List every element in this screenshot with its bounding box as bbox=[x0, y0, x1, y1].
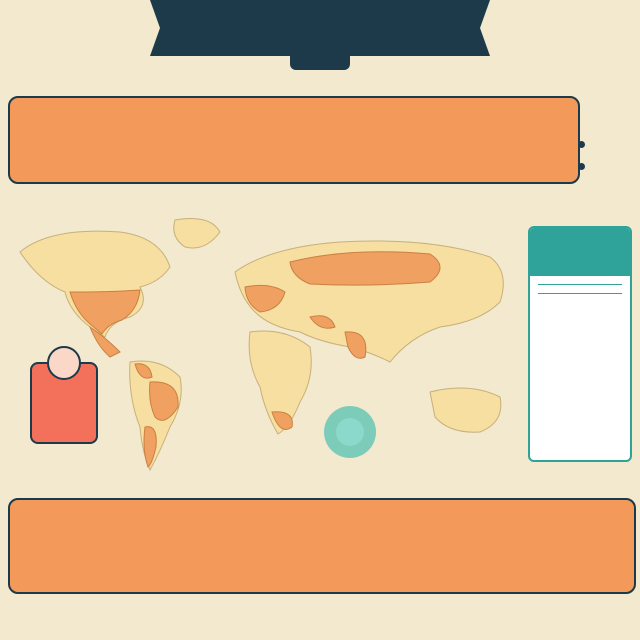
totals-box bbox=[528, 226, 632, 462]
russia-highlight bbox=[290, 252, 440, 285]
virus-icon bbox=[324, 406, 376, 458]
iran-rank-badge bbox=[47, 346, 81, 380]
source-tag bbox=[290, 56, 350, 70]
australia-land bbox=[430, 388, 501, 432]
divider bbox=[538, 284, 622, 285]
iran-box bbox=[30, 362, 98, 444]
row-dot bbox=[578, 163, 585, 170]
greenland-land bbox=[174, 219, 220, 249]
row-dot bbox=[578, 141, 585, 148]
totals-heading bbox=[530, 228, 630, 276]
usa-highlight bbox=[70, 290, 140, 334]
divider bbox=[538, 293, 622, 294]
title-ribbon bbox=[150, 0, 490, 56]
bottom-countries-panel bbox=[8, 498, 636, 594]
top-countries-panel bbox=[8, 96, 580, 184]
